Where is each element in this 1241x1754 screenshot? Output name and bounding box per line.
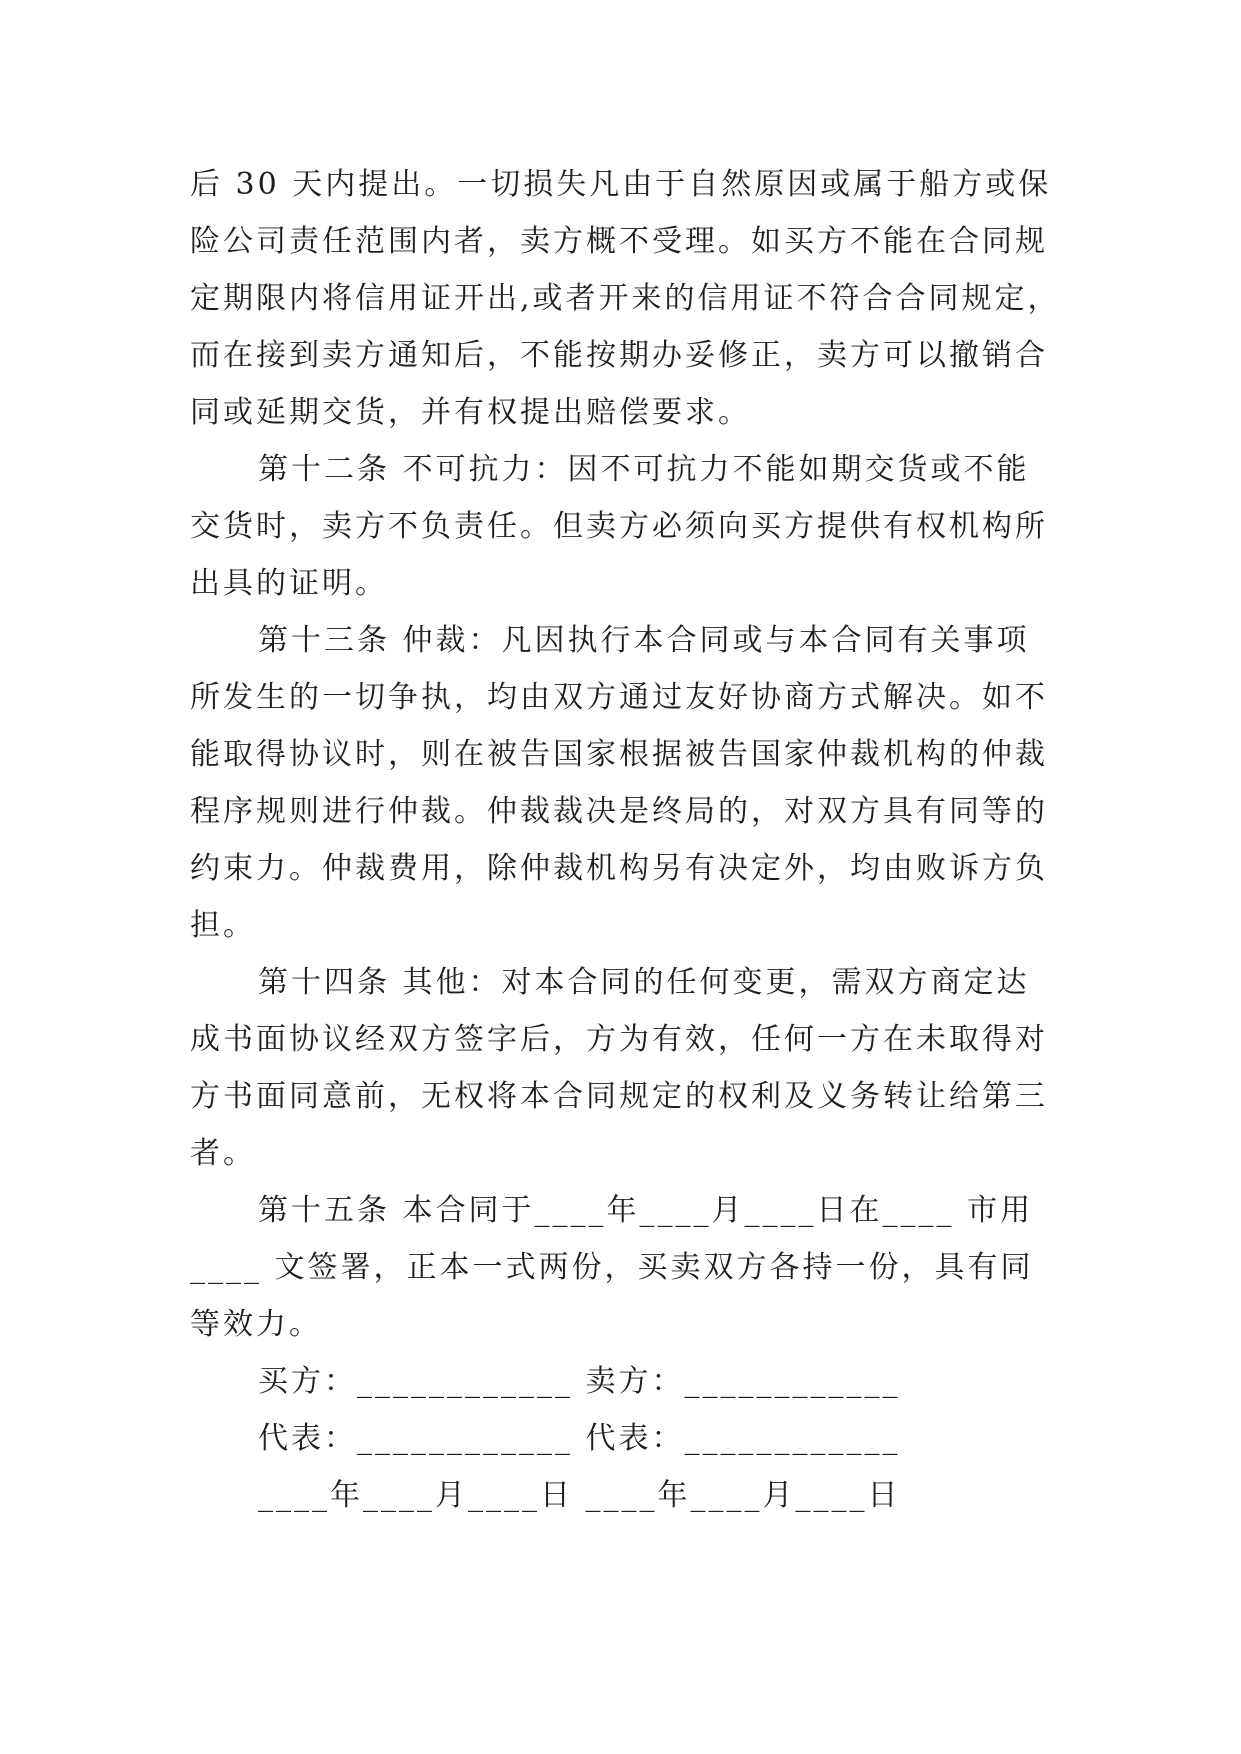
article-12-heading-line: 第十二条 不可抗力：因不可抗力不能如期交货或不能: [258, 452, 1030, 487]
paragraph-line: 担。: [190, 908, 256, 943]
paragraph-line: 者。: [190, 1136, 256, 1171]
paragraph-line: 而在接到卖方通知后，不能按期办妥修正，卖方可以撤销合: [190, 338, 1048, 373]
signature-parties-line: 买方：____________ 卖方：____________: [258, 1364, 901, 1399]
paragraph-line: 定期限内将信用证开出,或者开来的信用证不符合合同规定，: [190, 281, 1061, 316]
article-15-heading-line: 第十五条 本合同于____年____月____日在____ 市用: [258, 1193, 1034, 1228]
paragraph-line: 能取得协议时，则在被告国家根据被告国家仲裁机构的仲裁: [190, 737, 1048, 772]
paragraph-line: 成书面协议经双方签字后，方为有效，任何一方在未取得对: [190, 1022, 1048, 1057]
signature-representatives-line: 代表：____________ 代表：____________: [258, 1421, 901, 1456]
paragraph-line: ____ 文签署，正本一式两份，买卖双方各持一份，具有同: [190, 1250, 1034, 1285]
paragraph-line: 等效力。: [190, 1307, 322, 1342]
paragraph-line: 后 30 天内提出。一切损失凡由于自然原因或属于船方或保: [190, 167, 1052, 202]
article-14-heading-line: 第十四条 其他：对本合同的任何变更，需双方商定达: [258, 965, 1030, 1000]
paragraph-line: 方书面同意前，无权将本合同规定的权利及义务转让给第三: [190, 1079, 1048, 1114]
signature-dates-line: ____年____月____日 ____年____月____日: [258, 1478, 901, 1513]
paragraph-line: 同或延期交货，并有权提出赔偿要求。: [190, 395, 751, 430]
paragraph-line: 程序规则进行仲裁。仲裁裁决是终局的，对双方具有同等的: [190, 794, 1048, 829]
paragraph-line: 出具的证明。: [190, 566, 388, 601]
article-13-heading-line: 第十三条 仲裁：凡因执行本合同或与本合同有关事项: [258, 623, 1030, 658]
paragraph-line: 交货时，卖方不负责任。但卖方必须向买方提供有权机构所: [190, 509, 1048, 544]
paragraph-line: 约束力。仲裁费用，除仲裁机构另有决定外，均由败诉方负: [190, 851, 1048, 886]
paragraph-line: 所发生的一切争执，均由双方通过友好协商方式解决。如不: [190, 680, 1048, 715]
paragraph-line: 险公司责任范围内者，卖方概不受理。如买方不能在合同规: [190, 224, 1048, 259]
